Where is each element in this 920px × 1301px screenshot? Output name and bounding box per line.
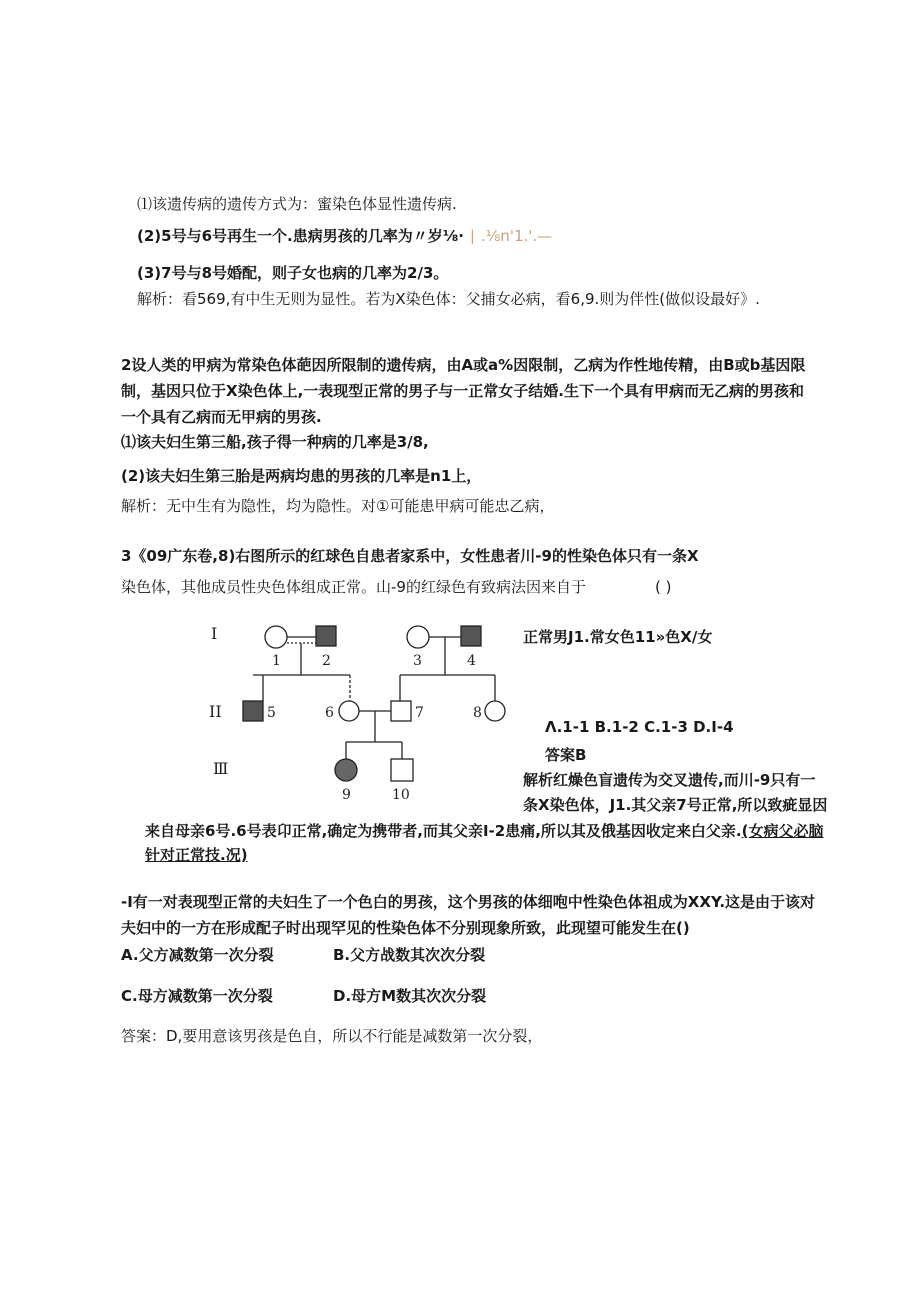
- q1-line3: (3)7号与8号婚配，则子女也病的几率为2/3。: [137, 264, 449, 282]
- individual-8: [485, 701, 505, 721]
- label-2: 2: [322, 653, 331, 669]
- q1-line2: [137, 226, 552, 246]
- q4-option-a: A.父方减数第一次分裂: [121, 946, 274, 964]
- individual-10: [391, 759, 413, 781]
- gen-label-2: II: [209, 702, 222, 721]
- q2-stem-line2: 制，基因只位于X染色体上,一表现型正常的男子与一正常女子结婚.生下一个具有甲病而无乙病的男孩和: [121, 382, 804, 400]
- q3-options: Λ.1-1 B.1-2 C.1-3 D.I-4: [545, 718, 734, 736]
- q4-stem-line1: -I有一对表现型正常的夫妇生了一个色白的男孩，这个男孩的体细咆中性染色体祖成为XXY.这是由于该对: [121, 893, 816, 911]
- individual-1: [265, 626, 287, 648]
- individual-2: [316, 626, 336, 646]
- q2-sub2: (2)该夫妇生第三胎是两病均患的男孩的几率是n1上，: [121, 467, 482, 485]
- pedigree-legend: 正常男J1.常女色11»色X/女: [523, 628, 713, 646]
- label-7: 7: [415, 705, 424, 721]
- individual-9: [335, 759, 357, 781]
- gen-label-3: Ⅲ: [213, 759, 229, 778]
- individual-5: [243, 701, 263, 721]
- gen-label-1: I: [211, 624, 218, 643]
- label-3: 3: [413, 653, 422, 669]
- q4-option-d: D.母方M数其次次分裂: [333, 987, 487, 1005]
- q3-analysis-line2: 条X染色体，J1.其父亲7号正常,所以致疵显因: [523, 796, 828, 814]
- q1-line1: ⑴该遗传病的遗传方式为：蜜染色体显性遗传病.: [137, 195, 457, 213]
- q4-option-c: C.母方减数第一次分裂: [121, 987, 273, 1005]
- q4-stem-line2: 夫妇中的一方在形成配子时出现罕见的性染色体不分别现象所致，此现望可能发生在(): [121, 919, 690, 937]
- q2-analysis: 解析：无中生有为隐性，均为隐性。对①可能患甲病可能忠乙病，: [121, 497, 555, 515]
- q3-stem-line1: 3《09广东卷,8)右图所示的红球色自患者家系中，女性患者川-9的性染色体只有一条X: [121, 547, 699, 565]
- label-8: 8: [473, 705, 482, 721]
- q4-answer: 答案：D,要用意该男孩是色自，所以不行能是减数第一次分裂，: [121, 1027, 543, 1045]
- q3-analysis-line3: 来自母亲6号.6号表卬正常,确定为携带者,而其父亲I-2患痛,所以其及俄基因收定来白父亲.(女病父必脑: [145, 822, 824, 840]
- q3-analysis-line4: 针对正常技.况): [145, 846, 248, 864]
- q3-stem-line2: 染色体，其他成员性央色体组成正常。山-9的红绿色有致病法因来自于: [121, 578, 586, 596]
- pedigree-chart: [205, 617, 517, 807]
- q1-line2-faded: ∣ .⅛n'1.'.—: [468, 227, 553, 245]
- q4-option-b: B.父方战数其次次分裂: [333, 946, 486, 964]
- q1-line2-main: (2)5号与6号再生一个.患病男孩的几率为〃岁⅛·: [137, 227, 464, 245]
- label-6: 6: [325, 705, 334, 721]
- q2-stem-line3: 一个具有乙病而无甲病的男孩.: [121, 408, 322, 426]
- individual-6: [339, 701, 359, 721]
- q1-analysis: 解析：看569,有中生无则为显性。若为X染色体：父捕女必病，看6,9.则为伴性(做似设最好》.: [137, 290, 760, 308]
- label-10: 10: [392, 787, 410, 803]
- individual-4: [461, 626, 481, 646]
- q3-answer-bracket: ( ): [655, 578, 672, 596]
- label-4: 4: [467, 653, 476, 669]
- q3-answer: 答案B: [545, 746, 587, 764]
- label-1: 1: [272, 653, 281, 669]
- individual-3: [407, 626, 429, 648]
- individual-7: [391, 701, 411, 721]
- label-5: 5: [267, 705, 276, 721]
- label-9: 9: [342, 787, 351, 803]
- q2-sub1: ⑴该夫妇生第三船,孩子得一种病的几率是3/8,: [121, 433, 429, 451]
- q2-stem-line1: 2设人类的甲病为常染色体葩因所限制的遗传病，由A或a%因限制，乙病为作性地传精，由B或b基因限: [121, 356, 806, 374]
- q3-analysis-line1: 解析红燥色盲遗传为交叉遗传,而川-9只有一: [523, 771, 816, 789]
